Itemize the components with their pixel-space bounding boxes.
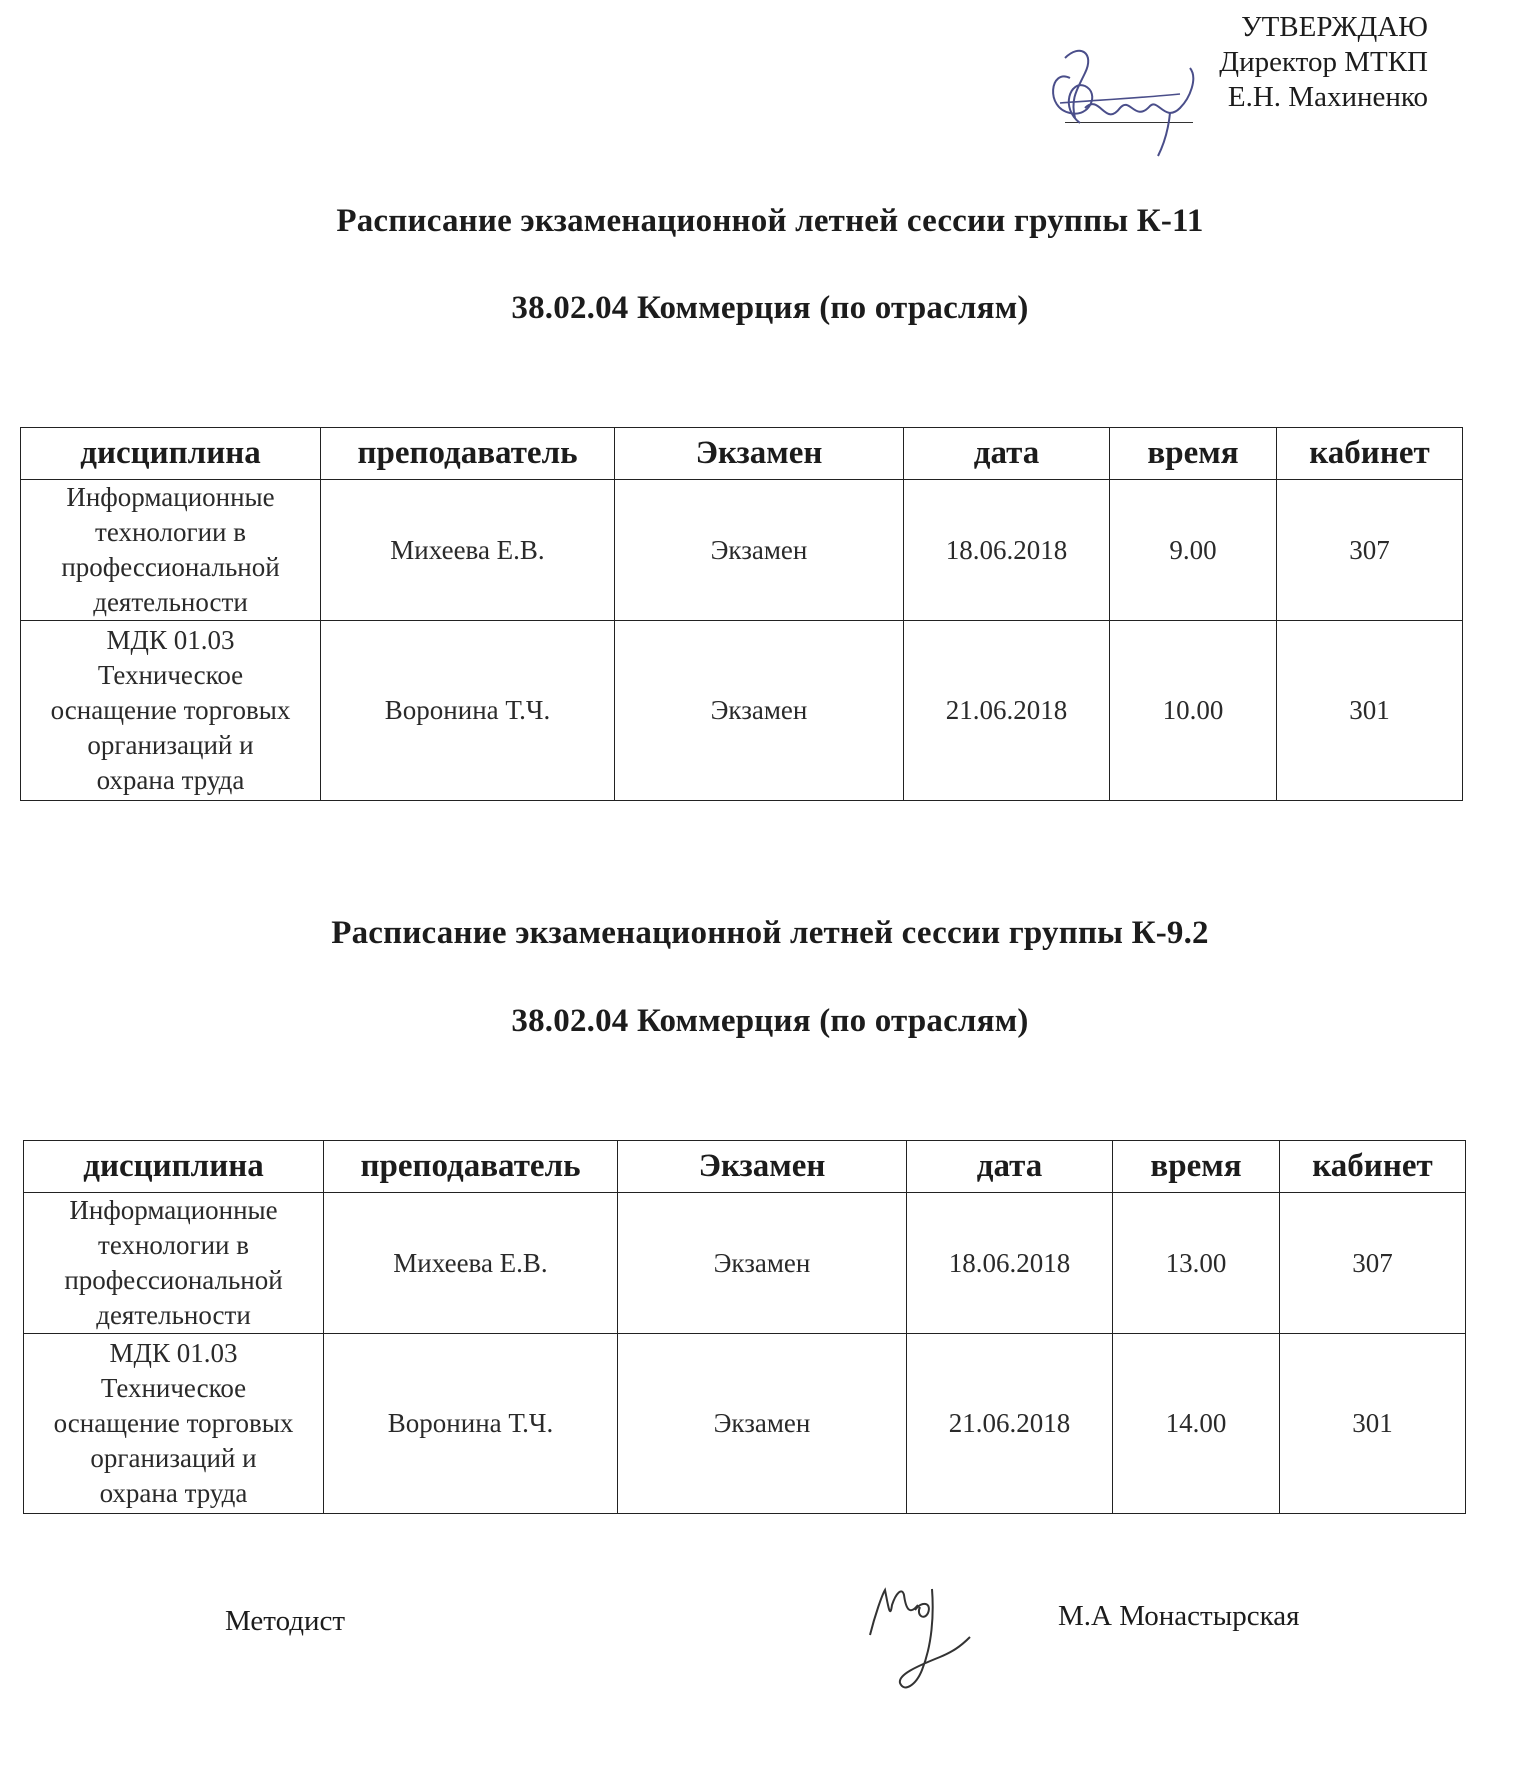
footer-role: Методист (225, 1605, 346, 1637)
exam-cell: Экзамен (618, 1193, 907, 1334)
methodist-signature (860, 1575, 990, 1705)
header-exam: Экзамен (615, 428, 904, 480)
teacher-cell: Воронина Т.Ч. (321, 621, 615, 801)
approval-title: УТВЕРЖДАЮ (1241, 11, 1428, 43)
header-discipline: дисциплина (24, 1141, 324, 1193)
room-cell: 301 (1277, 621, 1463, 801)
approval-position: Директор МТКП (1219, 46, 1428, 78)
schedule-specialty: 38.02.04 Коммерция (по отраслям) (511, 290, 1029, 326)
header-room: кабинет (1280, 1141, 1466, 1193)
table-row (24, 1193, 1466, 1334)
schedule-title: Расписание экзаменационной летней сессии группы К-9.2 (331, 915, 1209, 951)
schedule-title: Расписание экзаменационной летней сессии группы К-11 (336, 203, 1204, 239)
discipline-cell: МДК 01.03 Техническое оснащение торговых организаций и охрана труда (21, 621, 321, 801)
footer-name: М.А Монастырская (1058, 1600, 1300, 1632)
date-cell: 21.06.2018 (904, 621, 1110, 801)
approval-name: Е.Н. Махиненко (1227, 81, 1428, 113)
date-cell: 18.06.2018 (907, 1193, 1113, 1334)
header-teacher: преподаватель (324, 1141, 618, 1193)
header-date: дата (907, 1141, 1113, 1193)
header-time: время (1110, 428, 1277, 480)
header-date: дата (904, 428, 1110, 480)
time-cell: 13.00 (1113, 1193, 1280, 1334)
exam-cell: Экзамен (615, 480, 904, 621)
schedule-table (20, 427, 1463, 801)
schedule-specialty: 38.02.04 Коммерция (по отраслям) (511, 1003, 1029, 1039)
discipline-cell: Информационные технологии в профессиональной деятельности (21, 480, 321, 621)
header-room: кабинет (1277, 428, 1463, 480)
room-cell: 307 (1280, 1193, 1466, 1334)
time-cell: 9.00 (1110, 480, 1277, 621)
table-row (21, 621, 1463, 801)
header-teacher: преподаватель (321, 428, 615, 480)
date-cell: 21.06.2018 (907, 1334, 1113, 1514)
schedule-table (23, 1140, 1466, 1514)
exam-cell: Экзамен (618, 1334, 907, 1514)
time-cell: 10.00 (1110, 621, 1277, 801)
table-row (24, 1334, 1466, 1514)
header-exam: Экзамен (618, 1141, 907, 1193)
teacher-cell: Михеева Е.В. (321, 480, 615, 621)
table-row (21, 480, 1463, 621)
time-cell: 14.00 (1113, 1334, 1280, 1514)
header-discipline: дисциплина (21, 428, 321, 480)
table-header-row (24, 1141, 1466, 1193)
room-cell: 307 (1277, 480, 1463, 621)
date-cell: 18.06.2018 (904, 480, 1110, 621)
exam-cell: Экзамен (615, 621, 904, 801)
teacher-cell: Михеева Е.В. (324, 1193, 618, 1334)
director-signature (1040, 38, 1210, 158)
room-cell: 301 (1280, 1334, 1466, 1514)
table-header-row (21, 428, 1463, 480)
teacher-cell: Воронина Т.Ч. (324, 1334, 618, 1514)
header-time: время (1113, 1141, 1280, 1193)
discipline-cell: Информационные технологии в профессиональной деятельности (24, 1193, 324, 1334)
discipline-cell: МДК 01.03 Техническое оснащение торговых организаций и охрана труда (24, 1334, 324, 1514)
